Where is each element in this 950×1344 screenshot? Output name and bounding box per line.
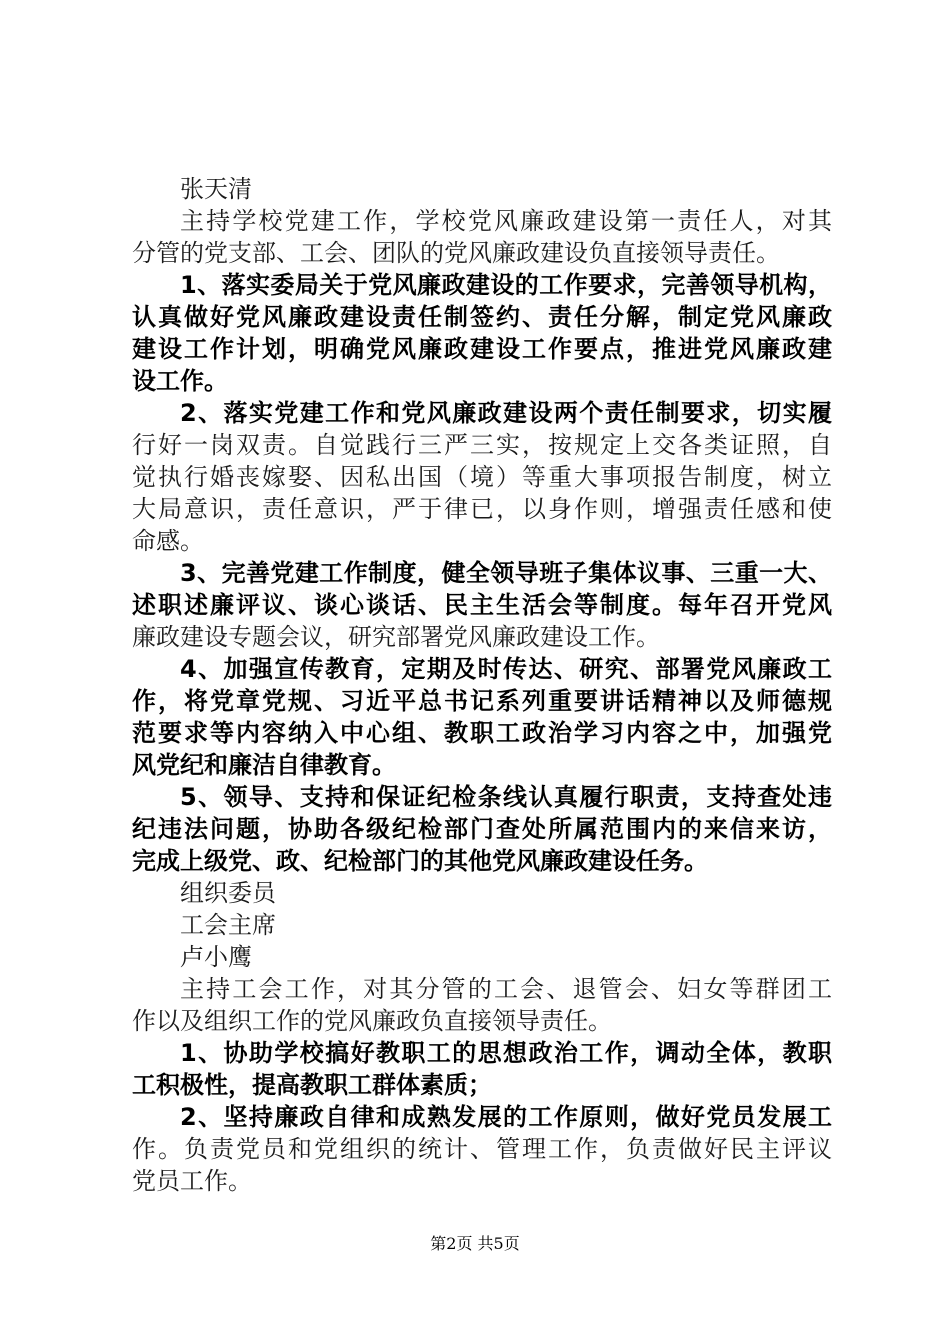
- text-line: 1、协助学校搞好教职工的思想政治工作，调动全体，教职: [180, 1039, 832, 1067]
- text-line: 作，将党章党规、习近平总书记系列重要讲话精神以及师德规: [132, 687, 832, 715]
- text-line: 工会主席: [180, 911, 276, 939]
- paragraph: [132, 653, 832, 781]
- text-line: 主持学校党建工作，学校党风廉政建设第一责任人，对其: [180, 207, 832, 235]
- text-line: 党员工作。: [132, 1167, 252, 1195]
- document-body: [132, 173, 832, 1197]
- text-line: 觉执行婚丧嫁娶、因私出国（境）等重大事项报告制度，树立: [132, 463, 832, 491]
- name-heading: [132, 173, 832, 205]
- text-line: 纪违法问题，协助各级纪检部门查处所属范围内的来信来访，: [132, 815, 832, 843]
- paragraph: [132, 397, 832, 557]
- text-line: 3、完善党建工作制度，健全领导班子集体议事、三重一大、: [180, 559, 832, 587]
- text-line: 述职述廉评议、谈心谈话、民主生活会等制度。每年召开党风: [132, 591, 832, 619]
- text-line: 范要求等内容纳入中心组、教职工政治学习内容之中，加强党: [132, 719, 832, 747]
- text-line: 大局意识，责任意识，严于律已，以身作则，增强责任感和使: [132, 495, 832, 523]
- paragraph: [132, 1101, 832, 1197]
- text-line: 建设工作计划，明确党风廉政建设工作要点，推进党风廉政建: [132, 335, 832, 363]
- text-line: 2、坚持廉政自律和成熟发展的工作原则，做好党员发展工: [180, 1103, 832, 1131]
- text-line: 命感。: [132, 527, 204, 555]
- paragraph: [132, 205, 832, 269]
- paragraph: [132, 557, 832, 653]
- role-heading: [132, 877, 832, 909]
- text-line: 作以及组织工作的党风廉政负直接领导责任。: [132, 1007, 612, 1035]
- text-line: 2、落实党建工作和党风廉政建设两个责任制要求，切实履: [180, 399, 832, 427]
- paragraph: [132, 973, 832, 1037]
- text-line: 主持工会工作，对其分管的工会、退管会、妇女等群团工: [180, 975, 832, 1003]
- text-line: 认真做好党风廉政建设责任制签约、责任分解，制定党风廉政: [132, 303, 832, 331]
- text-line: 廉政建设专题会议，研究部署党风廉政建设工作。: [132, 623, 660, 651]
- text-line: 卢小鹰: [180, 943, 252, 971]
- text-line: 完成上级党、政、纪检部门的其他党风廉政建设任务。: [132, 847, 708, 875]
- text-line: 分管的党支部、工会、团队的党风廉政建设负直接领导责任。: [132, 239, 780, 267]
- text-line: 作。负责党员和党组织的统计、管理工作，负责做好民主评议: [132, 1135, 832, 1163]
- text-line: 行好一岗双责。自觉践行三严三实，按规定上交各类证照，自: [132, 431, 832, 459]
- paragraph: [132, 781, 832, 877]
- paragraph: [132, 269, 832, 397]
- page-number-footer: 第2页 共5页: [430, 1234, 520, 1253]
- text-line: 设工作。: [132, 367, 228, 395]
- text-line: 组织委员: [180, 879, 276, 907]
- text-line: 5、领导、支持和保证纪检条线认真履行职责，支持查处违: [180, 783, 832, 811]
- text-line: 4、加强宣传教育，定期及时传达、研究、部署党风廉政工: [180, 655, 832, 683]
- paragraph: [132, 1037, 832, 1101]
- text-line: 工积极性，提高教职工群体素质；: [132, 1071, 492, 1099]
- text-line: 1、落实委局关于党风廉政建设的工作要求，完善领导机构，: [180, 271, 832, 299]
- text-line: 张天清: [180, 175, 252, 203]
- role-heading: [132, 909, 832, 941]
- name-heading: [132, 941, 832, 973]
- text-line: 风党纪和廉洁自律教育。: [132, 751, 396, 779]
